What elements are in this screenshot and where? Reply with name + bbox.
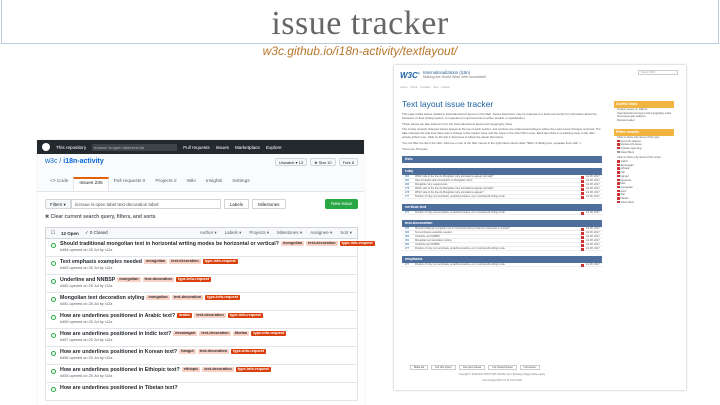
tab-issues[interactable]: Issues 235 <box>73 177 108 191</box>
intro-paragraphs <box>402 113 602 151</box>
filter-type-label[interactable]: browser-type-bug <box>620 146 642 150</box>
issue-text[interactable]: Which side of the line do Mongolian ruby annotations appear normally? <box>415 175 494 179</box>
issue-date: Jul 28, 2017 <box>586 231 600 235</box>
issue-title-line <box>60 259 352 265</box>
open-issue-icon <box>51 297 56 302</box>
w3c-sidebar <box>614 101 674 210</box>
issue-number[interactable]: 477 <box>405 211 410 215</box>
issue-label[interactable]: devanagari <box>175 331 196 336</box>
issue-label[interactable]: mongolian <box>119 277 139 282</box>
footer-button[interactable]: List closed issues <box>488 365 516 370</box>
issue-date: Jul 28, 2017 <box>586 191 600 195</box>
issue-number[interactable]: 481 <box>405 179 410 183</box>
section-heading: lists <box>402 156 602 163</box>
filter-checkbox-icon[interactable] <box>617 201 620 204</box>
issue-number[interactable]: 481 <box>405 239 410 243</box>
filter-script-label[interactable]: tibetan <box>620 197 629 201</box>
filter-script-label[interactable]: Clear filters <box>620 200 635 204</box>
issue-title-line <box>60 277 352 283</box>
open-issue-icon <box>51 243 56 248</box>
section-heading: text-decoration <box>402 220 602 227</box>
issue-label[interactable]: type-info-request <box>237 367 269 372</box>
issue-text[interactable]: Underline and NNBSP <box>415 243 440 247</box>
open-issue-icon <box>51 387 56 392</box>
status-marker-icon <box>581 232 584 235</box>
filter-checkbox-icon[interactable] <box>617 167 620 170</box>
copyright: Copyright © 2016-2017 W3C® (MIT, ERCIM, Keio, Beihang) Usage policies apply. <box>458 373 546 376</box>
slide-url-link[interactable]: w3c.github.io/i18n-activity/textlayout/ <box>262 44 458 58</box>
select-all-checkbox[interactable]: ☐ <box>51 230 56 235</box>
status-marker-icon <box>581 176 584 179</box>
filter-type-label[interactable]: type-info-request <box>620 139 641 143</box>
tracker-row[interactable] <box>402 195 602 199</box>
github-topbar <box>37 140 364 154</box>
issue-date: Jul 28, 2017 <box>586 247 600 251</box>
filter-script-label[interactable]: hangul <box>620 174 629 178</box>
filter-type-option[interactable] <box>614 151 674 155</box>
milestones-button[interactable]: Milestones <box>252 199 286 209</box>
repo-title[interactable]: i18n-activity <box>63 158 104 165</box>
issue-text[interactable]: Which side of the line do Mongolian ruby annotations appear normally? <box>415 187 494 191</box>
slide-title: issue tracker <box>271 5 449 42</box>
new-issue-button[interactable]: New issue <box>325 199 358 209</box>
filter-script-label[interactable]: arabic <box>620 160 628 164</box>
issue-label[interactable]: type-info-request <box>207 295 239 300</box>
tab-code[interactable]: <> Code <box>50 179 69 184</box>
useful-link[interactable]: Text layout gap analysis <box>617 115 646 119</box>
repo-tabs <box>45 177 255 191</box>
issue-label[interactable]: ethiopic <box>183 367 199 372</box>
tab-settings[interactable]: Settings <box>232 179 250 184</box>
github-issues-screenshot <box>37 140 373 405</box>
issue-text[interactable]: How to handle wide annotations in Mongolian ruby? <box>415 179 473 183</box>
issue-label[interactable]: type-info-request <box>229 313 261 318</box>
status-marker-icon <box>581 180 584 183</box>
issue-number[interactable]: 480 <box>405 183 410 187</box>
issue-date: Jul 28, 2017 <box>586 239 600 243</box>
filter-script-label[interactable]: thai <box>620 193 625 197</box>
intro-paragraph: These issues are also linked to from the international text layout and typography index. <box>402 121 513 126</box>
issue-label[interactable]: text-decoration <box>201 331 229 336</box>
issue-label[interactable]: text-decoration <box>173 295 202 300</box>
issue-text[interactable]: Mongolian ruby requirements <box>415 183 448 187</box>
issue-row[interactable] <box>45 311 358 329</box>
issue-label[interactable]: tibetan <box>234 331 248 336</box>
issue-number[interactable]: 483 <box>405 231 410 235</box>
filter-checkbox-icon[interactable] <box>617 164 620 167</box>
filter-checkbox-icon[interactable] <box>617 151 620 154</box>
issue-label[interactable]: text-decoration <box>308 241 336 246</box>
status-marker-icon <box>581 212 584 215</box>
issue-number[interactable]: 490 <box>405 175 410 179</box>
tracker-row[interactable] <box>402 263 602 267</box>
issue-title[interactable]: Underline and NNBSP <box>60 277 116 283</box>
issue-number[interactable]: 477 <box>405 195 410 199</box>
issue-label[interactable]: text-decoration <box>144 277 172 282</box>
intro-paragraph: The mostly recently changed issues appear at the top of each section, and sections are ordered according to where the most recent changes occurred. The date indicates the last time there was a change to the tracker issue and the issue in the other WG's repo. Each item links to a tracking issue in the i18n-activity github repo. Click on the link in that issue to follow the actual discussion. <box>402 127 601 139</box>
useful-links-list <box>614 108 674 123</box>
tab-projects[interactable]: Projects 2 <box>155 179 177 184</box>
filter-checkbox-icon[interactable] <box>617 171 620 174</box>
issue-date: Jul 28, 2017 <box>586 179 600 183</box>
open-count[interactable]: 12 Open <box>61 230 79 236</box>
filter-checkbox-icon[interactable] <box>617 147 620 150</box>
useful-link[interactable]: International text layout and typography index <box>617 111 672 115</box>
issue-label[interactable]: text-decoration <box>199 349 228 354</box>
tab-pull-requests[interactable]: Pull requests 0 <box>113 179 146 184</box>
filter-checkbox-icon[interactable] <box>617 190 620 193</box>
filter-checkbox-icon[interactable] <box>617 179 620 182</box>
tracker-row[interactable] <box>402 247 602 251</box>
unwatch-button[interactable]: Unwatch ▾ 13 <box>275 158 307 166</box>
section-heading: vertical-text <box>402 204 602 211</box>
w3c-menu[interactable]: Learn · Work · Contact · Join · Follow <box>400 85 450 89</box>
issue-date: Jul 28, 2017 <box>586 195 600 199</box>
footer-button[interactable]: Make list <box>410 365 428 370</box>
issue-section <box>402 204 602 215</box>
repo-scope-label: This repository <box>56 144 87 150</box>
open-issue-icon <box>51 369 56 374</box>
filter-results-heading: Filter results <box>614 129 674 136</box>
issue-label[interactable]: mongolian <box>282 241 303 246</box>
filter-script-label[interactable]: japanese <box>620 178 632 182</box>
issue-list-header <box>45 227 358 239</box>
issue-section <box>402 168 602 199</box>
status-marker-icon <box>581 188 584 191</box>
issue-title[interactable]: How are underlines positioned in Arabic text? <box>60 313 176 319</box>
issue-number[interactable]: 480 <box>405 243 410 247</box>
issue-meta: #457 opened on 25 Jul by r12a <box>60 338 113 342</box>
nav-marketplace[interactable]: Marketplace <box>234 144 260 150</box>
useful-link[interactable]: Tracker issues on GitHub <box>617 108 648 111</box>
open-issue-icon <box>51 333 56 338</box>
issue-row[interactable] <box>45 383 358 401</box>
issue-title[interactable]: How are underlines positioned in Korean text? <box>60 349 178 355</box>
status-marker-icon <box>581 240 584 243</box>
filter-script-option[interactable] <box>614 201 674 205</box>
status-marker-icon <box>581 184 584 187</box>
issue-date: Jul 28, 2017 <box>586 243 600 247</box>
issue-title-line <box>60 331 352 337</box>
issue-sections <box>402 156 602 267</box>
issue-row[interactable] <box>45 329 358 347</box>
w3c-search-input[interactable]: Search W3C <box>638 70 678 75</box>
filter-type-label[interactable]: Clear filters <box>620 150 635 154</box>
issue-text[interactable]: Mongolian text decoration styling <box>415 239 452 243</box>
intro-paragraph: You can filter the list in the URL. Add one or two of the filter names in the right-hand column after ?filter= # adding two, separate them with '+'. <box>402 140 583 145</box>
open-issue-icon <box>51 261 56 266</box>
intro-paragraph: There are 15 issues. <box>402 146 429 151</box>
issue-title[interactable]: How are underlines positioned in Indic text? <box>60 331 172 337</box>
repo-owner[interactable]: w3c <box>45 158 58 165</box>
labels-button[interactable]: Labels <box>224 199 249 209</box>
issue-text[interactable]: Position of ruby, text emphasis, underline/overline, etc in vertical-LR writing mode <box>415 195 505 199</box>
issue-number[interactable]: 482 <box>405 235 410 239</box>
issue-date: Jul 28, 2017 <box>586 187 600 191</box>
registered-mark: ® <box>417 70 420 75</box>
closed-count[interactable]: ✓ 0 Closed <box>84 230 108 235</box>
tab-wiki[interactable]: Wiki <box>186 179 196 184</box>
filter-checkbox-icon[interactable] <box>617 143 620 146</box>
filter-type-list <box>614 140 674 155</box>
w3c-main <box>402 99 602 267</box>
repo-header <box>37 154 364 192</box>
issue-meta: #459 opened on 25 Jul by r12a <box>60 320 113 324</box>
issue-text[interactable]: Which side of the line do Mongolian ruby annotations appear? <box>415 191 484 195</box>
issue-number[interactable]: 478 <box>405 191 410 195</box>
issue-label[interactable]: type-info-request <box>233 349 265 354</box>
open-issue-icon <box>51 315 56 320</box>
status-marker-icon <box>581 196 584 199</box>
filter-checkbox-icon[interactable] <box>617 175 620 178</box>
issue-title[interactable]: How are underlines positioned in Ethiopic text? <box>60 367 180 373</box>
filter-type-label[interactable]: blocker-info-issue <box>620 143 642 147</box>
issue-meta: #455 opened on 25 Jul by r12a <box>60 374 113 378</box>
issue-label[interactable]: arabic <box>179 313 191 318</box>
useful-link[interactable]: Review tracker <box>617 119 635 123</box>
issue-label[interactable]: type-info-request <box>341 241 373 246</box>
w3c-header <box>394 65 686 85</box>
issue-label[interactable]: type-info-request <box>177 277 209 282</box>
list-filter-dropdown[interactable]: Author ▾ <box>199 230 217 235</box>
issue-title[interactable]: How are underlines positioned in Tibetan text? <box>60 385 178 391</box>
issue-row[interactable] <box>45 347 358 365</box>
issue-row[interactable] <box>45 275 358 293</box>
issue-number[interactable]: 477 <box>405 247 410 251</box>
page-title: Text layout issue tracker <box>402 99 494 109</box>
issue-row[interactable] <box>45 293 358 311</box>
issue-title-line <box>60 295 352 301</box>
footer-button[interactable]: List open issues <box>459 365 486 370</box>
filter-checkbox-icon[interactable] <box>617 182 620 185</box>
repo-name[interactable]: w3c / i18n-activity <box>45 158 104 165</box>
list-filter-dropdown[interactable]: Milestones ▾ <box>277 230 303 235</box>
issue-text[interactable]: Should traditional mongolian text in horizontal writing modes be horizontal or vertical? <box>415 227 510 231</box>
issue-label[interactable]: text-decoration <box>171 259 199 264</box>
issue-section <box>402 220 602 251</box>
filter-intro: Click to show only items of this type <box>617 135 660 139</box>
issue-text[interactable]: Position of ruby, text emphasis, underline/overline, etc in vertical-LR writing mode <box>415 211 505 215</box>
issue-row[interactable] <box>45 239 373 257</box>
status-marker-icon <box>581 248 584 251</box>
issue-date: Jul 28, 2017 <box>586 211 600 215</box>
footer-buttons <box>402 365 602 370</box>
tab-insights[interactable]: Insights <box>205 179 223 184</box>
issue-title-line <box>60 367 352 373</box>
open-issue-icon <box>51 351 56 356</box>
clear-search-text[interactable]: Clear current search query, filters, and sorts <box>50 214 156 220</box>
issue-meta: #484 opened on 28 Jul by r12a <box>60 248 113 252</box>
issue-title-line <box>60 349 352 355</box>
filter-script-label[interactable]: mongolian <box>620 185 633 189</box>
w3c-tracker-screenshot <box>394 65 686 390</box>
filter-script-label[interactable]: han <box>620 171 625 175</box>
list-filter-dropdown[interactable]: Assignee ▾ <box>310 230 333 235</box>
issue-label[interactable]: type-info-request <box>253 331 285 336</box>
tracker-row[interactable] <box>402 211 602 215</box>
issue-label[interactable]: type-info-request <box>204 259 236 264</box>
nav-issues[interactable]: Issues <box>215 144 229 150</box>
status-marker-icon <box>581 236 584 239</box>
status-marker-icon <box>581 264 584 267</box>
issue-label[interactable]: hangul <box>181 349 194 354</box>
issue-text[interactable]: Underline and NNBSP <box>415 235 440 239</box>
issue-list <box>37 239 373 401</box>
filter-script-label[interactable]: tamil <box>620 189 627 193</box>
filter-script-label[interactable]: latin <box>620 182 626 186</box>
w3c-footer <box>402 365 602 382</box>
issue-title-line <box>60 313 352 319</box>
issue-text[interactable]: Text emphasis examples needed <box>415 231 452 235</box>
issue-label[interactable]: text-decoration <box>204 367 232 372</box>
filter-checkbox-icon[interactable] <box>617 160 620 163</box>
issue-title[interactable]: Should traditional mongolian text in horizontal writing modes be horizontal or vertical? <box>60 241 279 247</box>
filter-checkbox-icon[interactable] <box>617 193 620 196</box>
filters-dropdown[interactable]: Filters ▾ <box>45 199 71 209</box>
issue-title[interactable]: Mongolian text decoration styling <box>60 295 145 301</box>
issue-search-input[interactable]: is:issue is:open label:text-decoration label: <box>71 199 221 209</box>
footer-button[interactable]: List issues <box>520 365 540 370</box>
filter-checkbox-icon[interactable] <box>617 186 620 189</box>
nav-explore[interactable]: Explore <box>266 144 282 150</box>
issue-title-line <box>60 241 373 247</box>
issue-number[interactable]: 479 <box>405 187 410 191</box>
issue-label[interactable]: text-decoration <box>196 313 224 318</box>
last-updated: Last changed 2017-07-31 13:01 GMT <box>482 379 522 382</box>
status-marker-icon <box>581 244 584 247</box>
list-filter-dropdown[interactable]: Sort ▾ <box>340 230 352 235</box>
issue-number[interactable]: 477 <box>405 263 410 267</box>
filter-bar <box>37 192 364 209</box>
filter-checkbox-icon[interactable] <box>617 140 620 143</box>
issue-title-line <box>60 385 352 391</box>
list-filter-dropdown[interactable]: Projects ▾ <box>249 230 270 235</box>
issue-date: Jul 28, 2017 <box>586 227 600 231</box>
issue-text[interactable]: Position of ruby, text emphasis, underline/overline, etc in vertical-LR writing mode <box>415 263 505 267</box>
filter-script-list <box>614 160 674 204</box>
status-marker-icon <box>581 228 584 231</box>
intro-paragraph: This page tracks issues related to international text layout on the Web. Issues listed here may be requests to a local community for information about the behaviour of their writing system, or requests for improvements to either product or specification. <box>402 112 597 120</box>
footer-button[interactable]: List this repo's <box>431 365 456 370</box>
github-logo-icon[interactable] <box>42 143 50 151</box>
issue-title[interactable]: Text emphasis examples needed <box>60 259 143 265</box>
issue-number[interactable]: 484 <box>405 227 410 231</box>
section-heading: emphasis <box>402 256 602 263</box>
list-filters <box>200 230 352 236</box>
issue-meta: #456 opened on 25 Jul by r12a <box>60 356 113 360</box>
issue-meta: #483 opened on 28 Jul by r12a <box>60 266 113 270</box>
clear-search-link[interactable]: ✖ Clear current search query, filters, and sorts <box>45 214 156 220</box>
site-title: Internationalization (i18n) <box>423 70 471 75</box>
useful-links-heading: Useful links <box>614 101 674 108</box>
issue-label[interactable]: mongolian <box>146 259 166 264</box>
star-button[interactable]: ★ Star 10 <box>310 158 336 166</box>
section-heading: ruby <box>402 168 602 175</box>
filter-script-label[interactable]: devanagari <box>620 163 634 167</box>
nav-pull-requests[interactable]: Pull requests <box>183 144 210 150</box>
w3c-logo[interactable]: W3C® <box>400 70 420 80</box>
filter-intro-scripts: Click to show only items of this script <box>617 156 661 160</box>
list-filter-dropdown[interactable]: Labels ▾ <box>224 230 242 235</box>
issue-date: Jul 28, 2017 <box>586 235 600 239</box>
issue-date: Jul 28, 2017 <box>586 175 600 179</box>
issue-date: Jul 28, 2017 <box>586 183 600 187</box>
issue-section <box>402 156 602 163</box>
issue-meta: #481 opened on 28 Jul by r12a <box>60 302 113 306</box>
issue-row[interactable] <box>45 365 358 383</box>
fork-button[interactable]: Fork 6 <box>339 158 358 166</box>
issue-meta: #482 opened on 28 Jul by r12a <box>60 284 113 288</box>
status-marker-icon <box>581 192 584 195</box>
issue-text[interactable]: Position of ruby, text emphasis, underline/overline, etc in vertical-LR writing mode <box>415 247 505 251</box>
issue-row[interactable] <box>45 257 358 275</box>
open-issue-icon <box>51 279 56 284</box>
issue-date: Jul 28, 2017 <box>586 263 600 267</box>
issue-section <box>402 256 602 267</box>
github-search-input[interactable]: is:issue is:open label:text-de <box>92 144 177 151</box>
filter-checkbox-icon[interactable] <box>617 197 620 200</box>
site-tagline: Making the World Wide Web worldwide! <box>423 75 487 79</box>
filter-script-label[interactable]: ethiopic <box>620 167 630 171</box>
issue-label[interactable]: mongolian <box>148 295 168 300</box>
